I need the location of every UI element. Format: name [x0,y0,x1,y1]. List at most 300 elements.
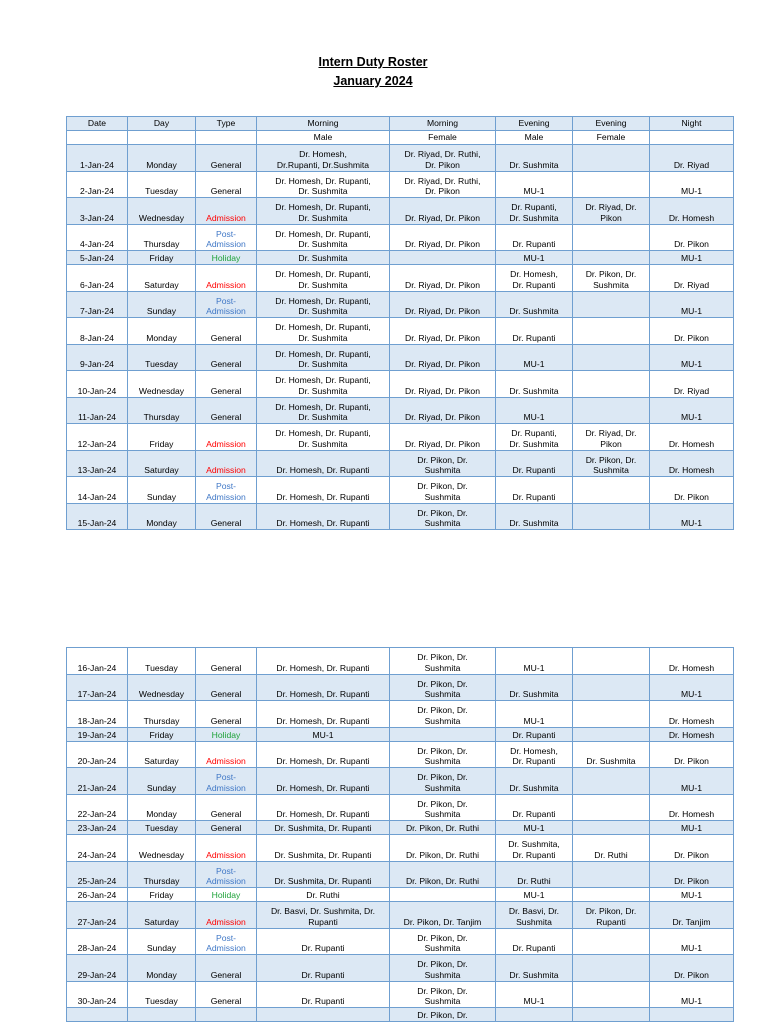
cell-morning-male: Dr. Homesh, Dr. Rupanti [257,701,390,728]
cell-date: 25-Jan-24 [67,861,128,888]
cell-night: Dr. Pikon [650,318,734,345]
cell-morning-female: Dr. Pikon, Dr. Sushmita [390,768,496,795]
cell-morning-male: MU-1 [257,727,390,741]
roster-row [67,450,734,477]
cell-evening-female [573,648,650,675]
cell-morning-male: Dr. Rupanti [257,981,390,1008]
cell-evening-male: Dr. Rupanti [496,477,573,504]
cell-night: MU-1 [650,981,734,1008]
roster-row [67,477,734,504]
cell-morning-male: Dr. Sushmita [257,251,390,265]
cell-type: General [196,371,257,398]
cell-evening-female: Dr. Sushmita [573,741,650,768]
cell-evening-female [573,145,650,172]
cell-night: Dr. Pikon [650,955,734,982]
cell-evening-male: Dr. Rupanti [496,318,573,345]
header-cell-type [196,131,257,145]
cell-date: 22-Jan-24 [67,794,128,821]
cell-night: Dr. Pikon [650,224,734,251]
cell-night: Dr. Homesh [650,648,734,675]
cell-morning-female [390,251,496,265]
cell-day: Tuesday [128,171,196,198]
cell-night: MU-1 [650,171,734,198]
cell-day: Thursday [128,861,196,888]
cell-evening-female [573,861,650,888]
cell-type: Admission [196,741,257,768]
cell-evening-female [573,477,650,504]
cell-type: General [196,318,257,345]
cell-evening-female: Dr. Pikon, Dr. Sushmita [573,450,650,477]
cell-evening-male: Dr. Sushmita [496,145,573,172]
cell-morning-male: Dr. Rupanti [257,928,390,955]
cell-morning-female: Dr. Pikon, Dr. Sushmita [390,928,496,955]
cell-date: 19-Jan-24 [67,727,128,741]
cell-evening-male: MU-1 [496,888,573,902]
header-cell-morning-male: Morning [257,117,390,131]
cell-morning-female: Dr. Pikon, Dr. Sushmita [390,701,496,728]
cell-date: 10-Jan-24 [67,371,128,398]
cell-evening-male: Dr. Rupanti [496,224,573,251]
roster-row [67,344,734,371]
cell-night: Dr. Homesh [650,727,734,741]
cell-day: Thursday [128,397,196,424]
cell-evening-male: Dr. Rupanti, Dr. Sushmita [496,198,573,225]
cell-night: Dr. Homesh [650,701,734,728]
header-cell-day: Day [128,117,196,131]
header-cell-morning-female: Female [390,131,496,145]
roster-row [67,424,734,451]
cell-type: General [196,955,257,982]
cell-day: Friday [128,251,196,265]
cell-morning-female: Dr. Pikon, Dr. Sushmita [390,981,496,1008]
cell-day: Friday [128,424,196,451]
roster-row [67,928,734,955]
cell-evening-male: MU-1 [496,981,573,1008]
cell-day: Wednesday [128,835,196,862]
cell-date: 9-Jan-24 [67,344,128,371]
cell-date: 28-Jan-24 [67,928,128,955]
cell-morning-female: Dr. Pikon, Dr. Sushmita [390,955,496,982]
roster-row [67,674,734,701]
cell-morning-female: Dr. Riyad, Dr. Pikon [390,318,496,345]
cell-night: Dr. Homesh [650,450,734,477]
header-cell-evening-male: Male [496,131,573,145]
cell-day: Thursday [128,224,196,251]
cell-morning-female: Dr. Pikon, Dr. Ruthi [390,821,496,835]
header-cell-evening-female: Evening [573,117,650,131]
header-cell-night [650,131,734,145]
cell-date: 24-Jan-24 [67,835,128,862]
cell-day: Saturday [128,265,196,292]
cell-morning-male: Dr. Sushmita, Dr. Rupanti [257,835,390,862]
cell-date: 1-Jan-24 [67,145,128,172]
cell-morning-female: Dr. Pikon, Dr. Sushmita [390,794,496,821]
cell-type: Post- Admission [196,768,257,795]
cell-night: Dr. Riyad [650,371,734,398]
cell-day: Monday [128,794,196,821]
cell-morning-male: Dr. Homesh, Dr. Rupanti, Dr. Sushmita [257,344,390,371]
header-cell-morning-male: Male [257,131,390,145]
roster-row [67,741,734,768]
cell-evening-male: MU-1 [496,251,573,265]
cell-type: General [196,648,257,675]
cell-day: Wednesday [128,674,196,701]
cell-day: Wednesday [128,371,196,398]
cell-date: 15-Jan-24 [67,503,128,530]
roster-row [67,198,734,225]
roster-row [67,981,734,1008]
cell-morning-female: Dr. Pikon, Dr. Sushmita [390,477,496,504]
cell-type: Post- Admission [196,477,257,504]
cell-day: Monday [128,955,196,982]
roster-row [67,145,734,172]
cell-date: 29-Jan-24 [67,955,128,982]
cell-evening-female [573,928,650,955]
cell-evening-female: Dr. Riyad, Dr. Pikon [573,198,650,225]
cell-night: MU-1 [650,888,734,902]
cell-evening-male: Dr. Sushmita [496,955,573,982]
cell-night: Dr. Riyad [650,145,734,172]
cell-day: Wednesday [128,198,196,225]
cell-date: 8-Jan-24 [67,318,128,345]
cell-morning-female: Dr. Riyad, Dr. Ruthi, Dr. Pikon [390,145,496,172]
cell-type: Holiday [196,727,257,741]
cell-morning-female: Dr. Pikon, Dr. Ruthi [390,835,496,862]
cell-morning-female: Dr. Riyad, Dr. Pikon [390,224,496,251]
cell-day: Monday [128,318,196,345]
roster-row [67,727,734,741]
cell-evening-male: Dr. Homesh, Dr. Rupanti [496,265,573,292]
cell-type: General [196,701,257,728]
cell-type: Admission [196,265,257,292]
cell-morning-female: Dr. Pikon, Dr. Ruthi [390,861,496,888]
roster-row [67,888,734,902]
header-cell-morning-female: Morning [390,117,496,131]
roster-title-block [0,53,746,91]
cell-night: Dr. Tanjim [650,902,734,929]
cell-morning-female: Dr. Pikon, Dr. [390,1008,496,1022]
cell-type: Admission [196,835,257,862]
cell-evening-female [573,981,650,1008]
cell-date: 18-Jan-24 [67,701,128,728]
cell-morning-male: Dr. Homesh, Dr. Rupanti, Dr. Sushmita [257,424,390,451]
roster-row [67,902,734,929]
cell-type: Holiday [196,888,257,902]
cell-evening-male: MU-1 [496,171,573,198]
cell-morning-male: Dr. Rupanti [257,955,390,982]
cell-morning-female: Dr. Riyad, Dr. Pikon [390,424,496,451]
header-cell-date: Date [67,117,128,131]
cell-date: 3-Jan-24 [67,198,128,225]
cell-morning-female [390,888,496,902]
cell-type: General [196,344,257,371]
cell-morning-male: Dr. Homesh, Dr. Rupanti [257,768,390,795]
cell-evening-male: Dr. Sushmita [496,503,573,530]
cell-evening-male: Dr. Rupanti [496,794,573,821]
cell-night: MU-1 [650,821,734,835]
cell-type: Admission [196,450,257,477]
cell-evening-female: Dr. Pikon, Dr. Rupanti [573,902,650,929]
cell-evening-female [573,171,650,198]
cell-morning-male: Dr. Homesh, Dr.Rupanti, Dr.Sushmita [257,145,390,172]
cell-evening-female [573,397,650,424]
cell-date: 13-Jan-24 [67,450,128,477]
cell-date: 20-Jan-24 [67,741,128,768]
cell-type: Admission [196,424,257,451]
cell-morning-male: Dr. Homesh, Dr. Rupanti, Dr. Sushmita [257,291,390,318]
cell-evening-male: Dr. Rupanti, Dr. Sushmita [496,424,573,451]
cell-night: Dr. Homesh [650,198,734,225]
cell-evening-male: Dr. Sushmita [496,674,573,701]
cell-type: General [196,981,257,1008]
cell-type: General [196,821,257,835]
cell-day: Saturday [128,902,196,929]
cell-morning-female: Dr. Pikon, Dr. Sushmita [390,503,496,530]
cell-type: Admission [196,902,257,929]
cell-morning-female: Dr. Riyad, Dr. Pikon [390,344,496,371]
cell-date: 11-Jan-24 [67,397,128,424]
cell-date: 16-Jan-24 [67,648,128,675]
cell-night: MU-1 [650,674,734,701]
cell-evening-male: MU-1 [496,701,573,728]
cell-morning-male: Dr. Basvi, Dr. Sushmita, Dr. Rupanti [257,902,390,929]
cell-morning-female: Dr. Riyad, Dr. Pikon [390,265,496,292]
cell-morning-male: Dr. Ruthi [257,888,390,902]
cell-morning-female: Dr. Riyad, Dr. Ruthi, Dr. Pikon [390,171,496,198]
header-cell-night: Night [650,117,734,131]
cell-day: Tuesday [128,821,196,835]
cell-night: MU-1 [650,291,734,318]
roster-row [67,265,734,292]
cell-morning-male: Dr. Homesh, Dr. Rupanti [257,741,390,768]
cell-night: Dr. Homesh [650,794,734,821]
cell-morning-male: Dr. Homesh, Dr. Rupanti [257,450,390,477]
cell-date: 23-Jan-24 [67,821,128,835]
cell-night: Dr. Pikon [650,477,734,504]
cell-morning-male: Dr. Sushmita, Dr. Rupanti [257,821,390,835]
header-cell-type: Type [196,117,257,131]
roster-row [67,251,734,265]
cell-day: Friday [128,888,196,902]
cell-evening-female [573,344,650,371]
cell-day: Friday [128,727,196,741]
cell-morning-male: Dr. Homesh, Dr. Rupanti [257,503,390,530]
cell-type: General [196,674,257,701]
roster-table-page1 [66,116,734,530]
cell-date: 5-Jan-24 [67,251,128,265]
cell-evening-female [573,955,650,982]
cell-day: Sunday [128,291,196,318]
cell-evening-female: Dr. Pikon, Dr. Sushmita [573,265,650,292]
cell-day: Sunday [128,768,196,795]
roster-title: Intern Duty Roster [318,55,428,69]
cell-morning-male: Dr. Homesh, Dr. Rupanti, Dr. Sushmita [257,171,390,198]
cell-night: MU-1 [650,928,734,955]
cell-type: Post- Admission [196,928,257,955]
roster-subtitle: January 2024 [333,74,413,88]
cell-type: Post- Admission [196,224,257,251]
cell-type: General [196,794,257,821]
cell-day: Sunday [128,928,196,955]
cell-night: Dr. Pikon [650,741,734,768]
cell-night: Dr. Riyad [650,265,734,292]
roster-row [67,701,734,728]
roster-row [67,768,734,795]
cell-morning-male: Dr. Homesh, Dr. Rupanti, Dr. Sushmita [257,397,390,424]
cell-date: 26-Jan-24 [67,888,128,902]
cell-day: Monday [128,503,196,530]
cell-evening-male: MU-1 [496,397,573,424]
cell-day: Sunday [128,477,196,504]
cell-evening-male: MU-1 [496,648,573,675]
header-cell-day [128,131,196,145]
cell-morning-female: Dr. Pikon, Dr. Sushmita [390,450,496,477]
header-cell-evening-male: Evening [496,117,573,131]
cell-date: 21-Jan-24 [67,768,128,795]
cell-evening-female [573,888,650,902]
cell-evening-female [573,251,650,265]
header-row [67,117,734,131]
cell-morning-male: Dr. Homesh, Dr. Rupanti, Dr. Sushmita [257,198,390,225]
cell-evening-female [573,318,650,345]
cell-morning-female: Dr. Pikon, Dr. Sushmita [390,674,496,701]
cell-morning-male: Dr. Homesh, Dr. Rupanti, Dr. Sushmita [257,265,390,292]
roster-row [67,318,734,345]
cell-evening-female [573,503,650,530]
cell-morning-female: Dr. Riyad, Dr. Pikon [390,291,496,318]
cell-evening-male [496,1008,573,1022]
cell-evening-female [573,371,650,398]
cell-night: Dr. Pikon [650,861,734,888]
cell-date: 17-Jan-24 [67,674,128,701]
cell-evening-male: Dr. Homesh, Dr. Rupanti [496,741,573,768]
cell-morning-male: Dr. Homesh, Dr. Rupanti [257,794,390,821]
header-cell-date [67,131,128,145]
cell-day: Tuesday [128,981,196,1008]
header-cell-evening-female: Female [573,131,650,145]
cell-type: General [196,145,257,172]
cell-type [196,1008,257,1022]
cell-morning-female: Dr. Pikon, Dr. Sushmita [390,648,496,675]
cell-evening-female: Dr. Riyad, Dr. Pikon [573,424,650,451]
roster-row [67,503,734,530]
cell-evening-male: Dr. Sushmita [496,291,573,318]
cell-morning-female: Dr. Riyad, Dr. Pikon [390,371,496,398]
cell-evening-male: Dr. Rupanti [496,450,573,477]
cell-morning-male: Dr. Homesh, Dr. Rupanti [257,477,390,504]
cell-evening-male: Dr. Basvi, Dr. Sushmita [496,902,573,929]
cell-evening-female [573,768,650,795]
cell-date: 14-Jan-24 [67,477,128,504]
cell-day: Saturday [128,450,196,477]
cell-evening-female [573,291,650,318]
cell-evening-male: Dr. Rupanti [496,727,573,741]
cell-evening-male: Dr. Rupanti [496,928,573,955]
cell-morning-male: Dr. Sushmita, Dr. Rupanti [257,861,390,888]
cell-day: Saturday [128,741,196,768]
cell-date: 12-Jan-24 [67,424,128,451]
roster-row [67,955,734,982]
cell-evening-male: Dr. Ruthi [496,861,573,888]
cell-type: Post- Admission [196,291,257,318]
roster-table-page2 [66,647,734,1022]
roster-row [67,371,734,398]
roster-row [67,821,734,835]
roster-row [67,224,734,251]
cell-date [67,1008,128,1022]
cell-morning-female: Dr. Pikon, Dr. Sushmita [390,741,496,768]
cell-evening-female [573,701,650,728]
cell-evening-female [573,821,650,835]
cell-type: Holiday [196,251,257,265]
cell-type: General [196,397,257,424]
cell-night: MU-1 [650,768,734,795]
cell-date: 4-Jan-24 [67,224,128,251]
roster-row [67,835,734,862]
cell-morning-female [390,727,496,741]
cell-date: 6-Jan-24 [67,265,128,292]
cell-morning-male: Dr. Homesh, Dr. Rupanti [257,648,390,675]
cell-day: Thursday [128,701,196,728]
cell-morning-female: Dr. Riyad, Dr. Pikon [390,198,496,225]
cell-morning-male: Dr. Homesh, Dr. Rupanti, Dr. Sushmita [257,318,390,345]
cell-evening-female [573,224,650,251]
cell-evening-female [573,674,650,701]
cell-night: MU-1 [650,503,734,530]
roster-row [67,1008,734,1022]
cell-morning-female: Dr. Pikon, Dr. Tanjim [390,902,496,929]
cell-evening-female: Dr. Ruthi [573,835,650,862]
cell-night: Dr. Pikon [650,835,734,862]
cell-morning-male: Dr. Homesh, Dr. Rupanti, Dr. Sushmita [257,371,390,398]
roster-row [67,648,734,675]
cell-evening-male: Dr. Sushmita [496,768,573,795]
cell-morning-male [257,1008,390,1022]
cell-night: MU-1 [650,397,734,424]
cell-morning-male: Dr. Homesh, Dr. Rupanti, Dr. Sushmita [257,224,390,251]
cell-morning-female: Dr. Riyad, Dr. Pikon [390,397,496,424]
cell-day: Monday [128,145,196,172]
cell-night: MU-1 [650,251,734,265]
cell-date: 7-Jan-24 [67,291,128,318]
cell-morning-male: Dr. Homesh, Dr. Rupanti [257,674,390,701]
cell-evening-male: Dr. Sushmita [496,371,573,398]
header-row [67,131,734,145]
cell-night: Dr. Homesh [650,424,734,451]
cell-day: Tuesday [128,344,196,371]
cell-evening-female [573,727,650,741]
cell-date: 27-Jan-24 [67,902,128,929]
cell-type: Post- Admission [196,861,257,888]
cell-day: Tuesday [128,648,196,675]
cell-evening-male: Dr. Sushmita, Dr. Rupanti [496,835,573,862]
cell-date: 2-Jan-24 [67,171,128,198]
roster-row [67,171,734,198]
cell-type: General [196,503,257,530]
cell-night: MU-1 [650,344,734,371]
roster-row [67,397,734,424]
cell-type: Admission [196,198,257,225]
cell-date: 30-Jan-24 [67,981,128,1008]
cell-evening-female [573,794,650,821]
cell-evening-male: MU-1 [496,344,573,371]
cell-evening-male: MU-1 [496,821,573,835]
roster-row [67,861,734,888]
roster-row [67,291,734,318]
cell-evening-female [573,1008,650,1022]
cell-type: General [196,171,257,198]
cell-night [650,1008,734,1022]
